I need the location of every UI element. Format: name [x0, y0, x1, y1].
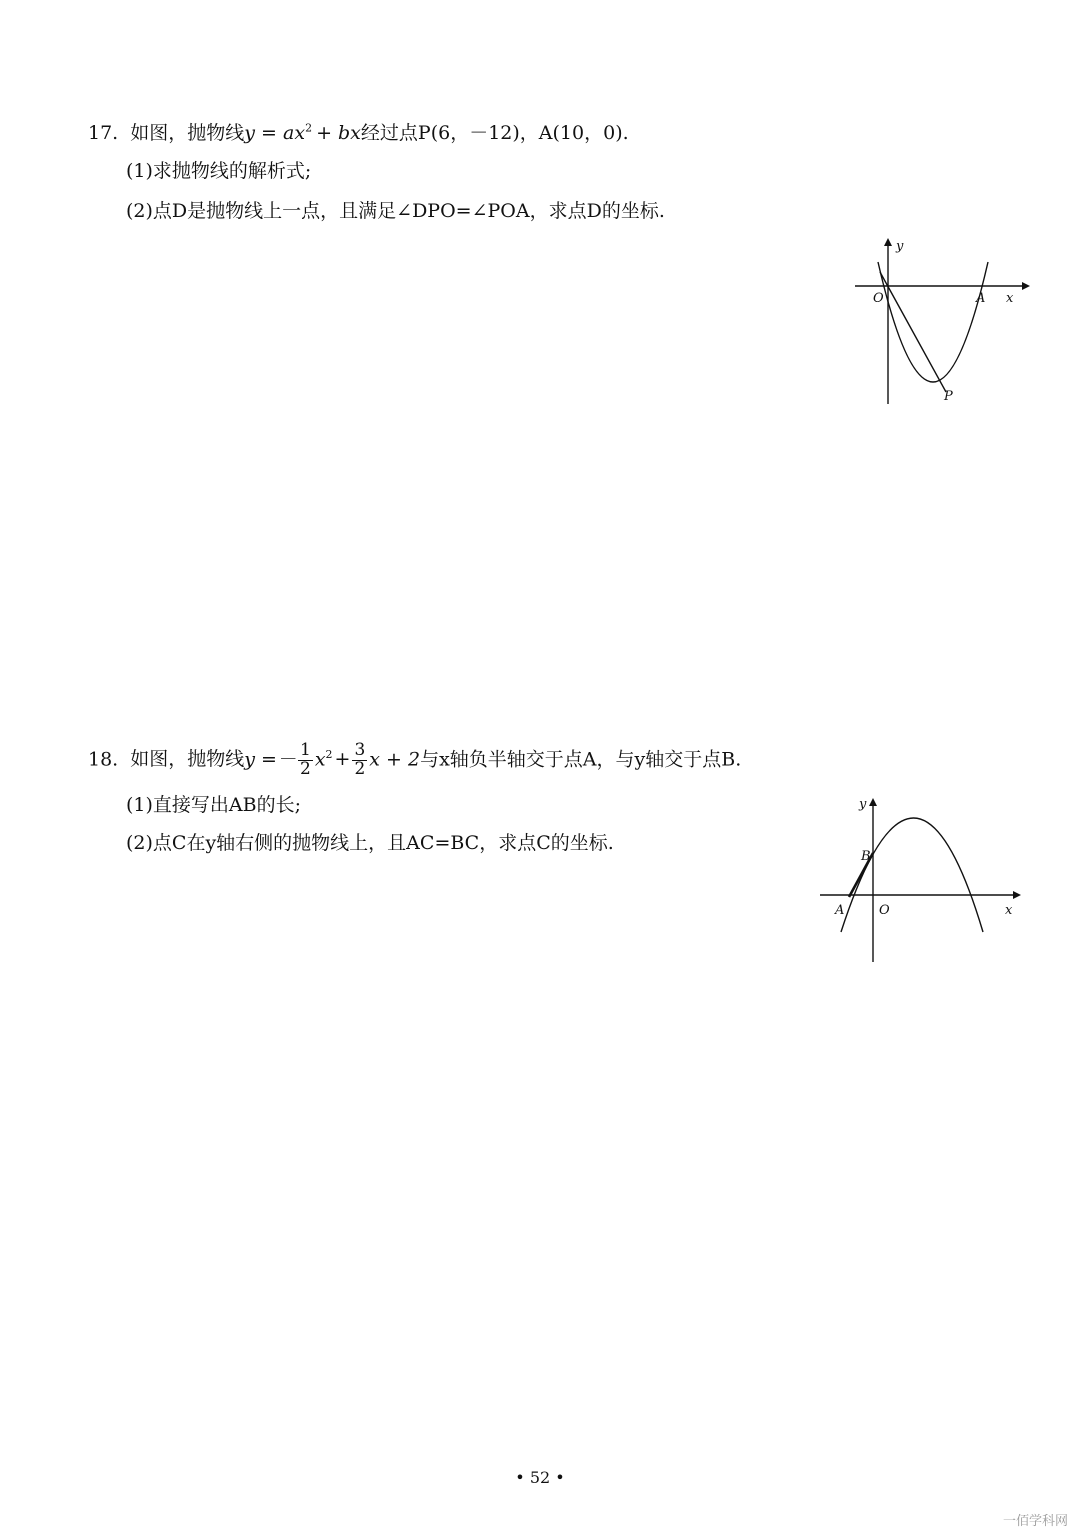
fraction-1-denominator: 2 [299, 758, 311, 779]
parabola [878, 262, 988, 382]
exponent: 2 [305, 121, 313, 135]
exponent: 2 [325, 748, 333, 762]
y-axis-arrow [884, 238, 892, 246]
figure-18-svg [815, 790, 1025, 965]
fraction-1-numerator: 1 [299, 740, 311, 760]
label-y: y [896, 239, 904, 254]
stem-text-2: 经过点 [360, 122, 418, 144]
label-x: x [1006, 291, 1014, 306]
stem-text: 如图，抛物线 [130, 748, 245, 771]
problem-17-part2: (2)点D是抛物线上一点，且满足∠DPO=∠POA，求点D的坐标. [126, 200, 665, 222]
problem-17-stem [88, 121, 629, 144]
y-axis-arrow [869, 798, 877, 806]
x-axis-arrow [1022, 282, 1030, 290]
fraction-2-numerator: 3 [354, 740, 366, 760]
label-o: O [879, 903, 890, 918]
points-text: P(6，－12)，A(10，0). [417, 122, 629, 144]
problem-18-stem [88, 742, 741, 779]
label-y: y [859, 797, 867, 812]
page-number: • 52 • [515, 1468, 565, 1487]
label-x: x [1005, 903, 1013, 918]
label-a: A [976, 291, 986, 306]
stem-text-2: 与x轴负半轴交于点A，与y轴交于点B. [420, 748, 742, 771]
problem-number: 17. [88, 122, 119, 144]
problem-17-part1: (1)求抛物线的解析式; [126, 160, 312, 182]
stem-text: 如图，抛物线 [130, 122, 245, 144]
equation-tail: + bx [316, 122, 361, 144]
figure-17 [850, 232, 1030, 416]
fraction-2 [352, 742, 367, 779]
equation-tail: x + 2 [369, 748, 421, 771]
watermark: 一佰学科网 [1002, 1514, 1068, 1529]
equation-plus: + [334, 748, 351, 771]
fraction-1 [298, 742, 313, 779]
x-axis-arrow [1013, 891, 1021, 899]
figure-18 [815, 790, 1025, 969]
label-a: A [835, 903, 845, 918]
label-o: O [873, 291, 884, 306]
problem-number: 18. [88, 748, 119, 771]
equation-x2: x [314, 748, 326, 771]
problem-18-part1: (1)直接写出AB的长; [126, 794, 301, 816]
fraction-2-denominator: 2 [354, 758, 366, 779]
equation: y = ax [244, 122, 306, 144]
problem-18-part2: (2)点C在y轴右侧的抛物线上，且AC=BC，求点C的坐标. [126, 832, 614, 854]
line-op [880, 272, 946, 392]
label-b: B [861, 849, 871, 864]
equation: y =－ [244, 748, 296, 771]
figure-17-svg [850, 232, 1030, 412]
label-p: P [944, 389, 953, 404]
